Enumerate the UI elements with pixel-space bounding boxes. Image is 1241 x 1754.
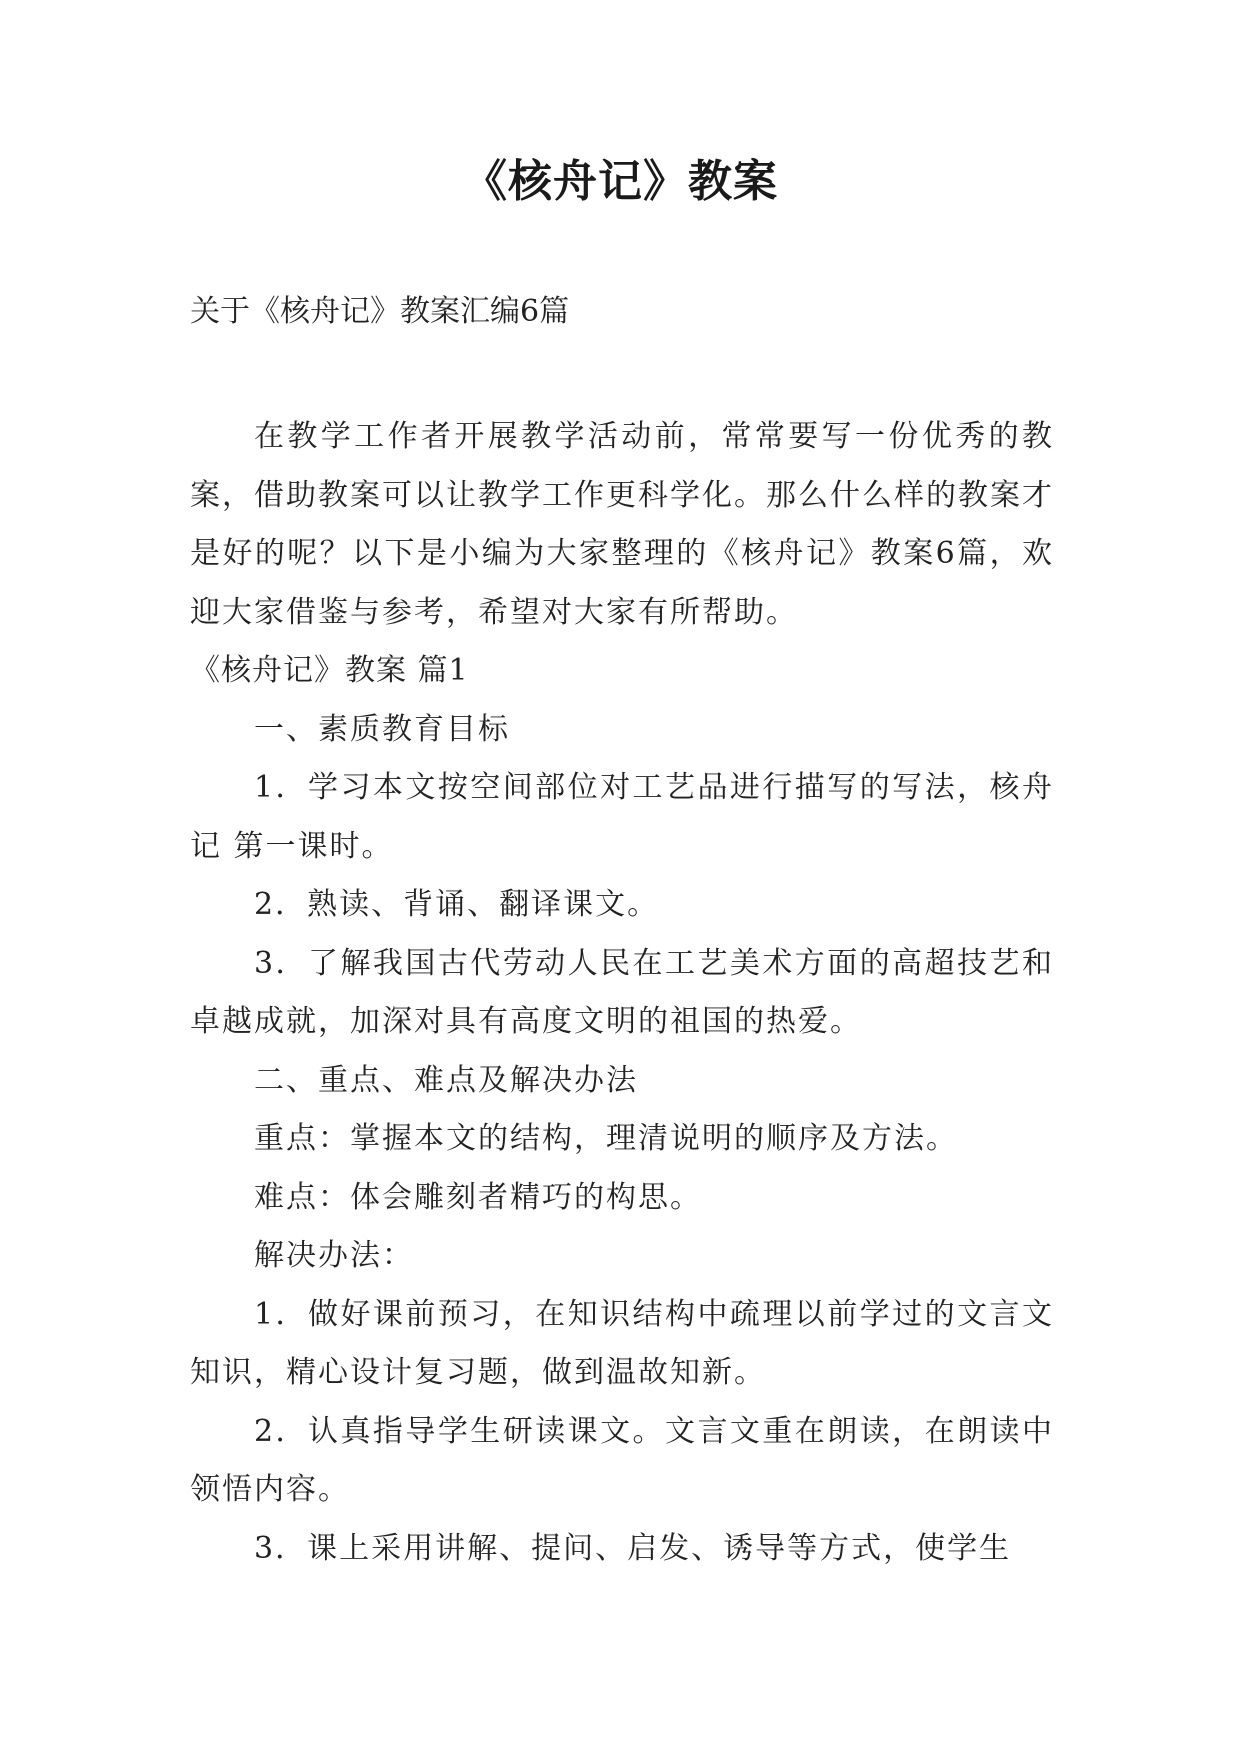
goal-item-2: 2．熟读、背诵、翻译课文。	[254, 887, 660, 922]
goal-item-3: 3．了解我国古代劳动人民在工艺美术方面的高超技艺和卓越成就，加深对具有高度文明的祖国的热爱。	[190, 945, 1054, 1039]
solution-item-2: 2．认真指导学生研读课文。文言文重在朗读，在朗读中领悟内容。	[190, 1413, 1054, 1507]
solution-item-3: 3．课上采用讲解、提问、启发、诱导等方式，使学生	[254, 1530, 1012, 1566]
document-subtitle: 关于《核舟记》教案汇编6篇	[190, 294, 570, 329]
intro-paragraph: 在教学工作者开展教学活动前，常常要写一份优秀的教案，借助教案可以让教学工作更科学化。那么什么样的教案才是好的呢？以下是小编为大家整理的《核舟记》教案6篇，欢迎大家借鉴与参考，希望对大家有所帮助。	[190, 419, 1054, 630]
heading-key-points: 二、重点、难点及解决办法	[254, 1062, 638, 1098]
heading-quality-education-goals: 一、素质教育目标	[254, 711, 510, 747]
section-heading-part-1: 《核舟记》教案 篇1	[190, 653, 469, 688]
goal-item-1: 1．学习本文按空间部位对工艺品进行描写的写法，核舟记 第一课时。	[190, 770, 1054, 864]
document-title: 《核舟记》教案	[463, 156, 778, 207]
document-body	[190, 408, 1054, 1578]
solution-heading: 解决办法：	[254, 1238, 414, 1273]
solution-item-1: 1．做好课前预习，在知识结构中疏理以前学过的文言文知识，精心设计复习题，做到温故知新。	[190, 1296, 1054, 1390]
key-point-text: 重点：掌握本文的结构，理清说明的顺序及方法。	[254, 1121, 958, 1156]
difficulty-text: 难点：体会雕刻者精巧的构思。	[254, 1179, 702, 1215]
